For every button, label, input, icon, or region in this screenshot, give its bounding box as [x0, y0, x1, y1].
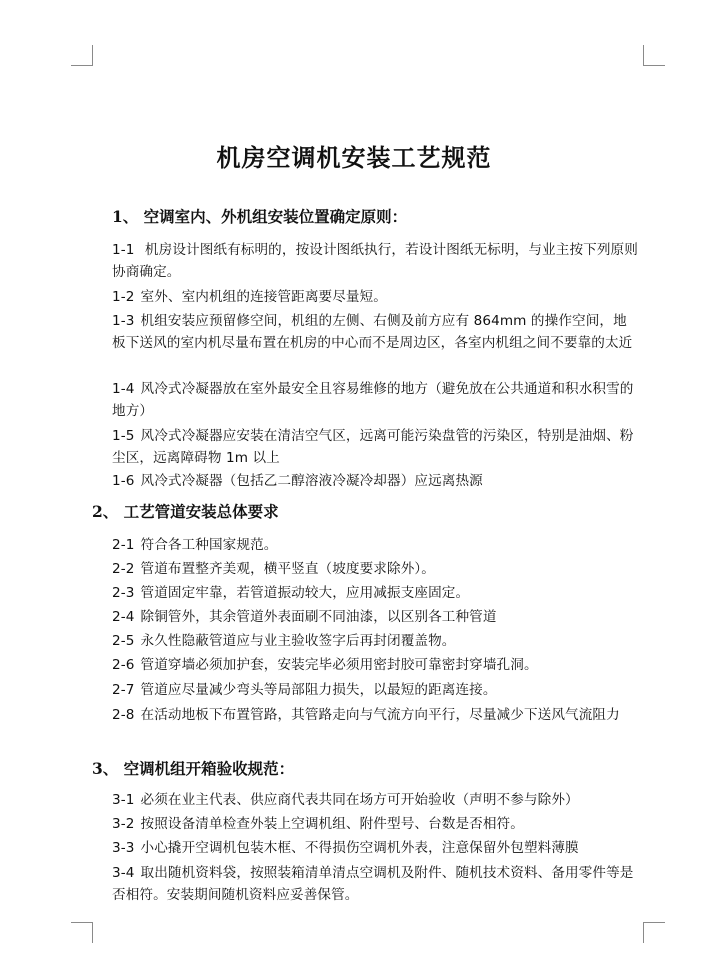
item-text: 风冷式冷凝器放在室外最安全且容易维修的地方（避免放在公共通道和积水积雪的地方） — [112, 381, 634, 419]
item-number: 2-2 — [112, 561, 135, 577]
item-text: 室外、室内机组的连接管距离要尽量短。 — [140, 289, 388, 305]
item-text: 管道布置整齐美观，横平竖直（坡度要求除外）。 — [140, 561, 435, 577]
list-item — [112, 704, 640, 726]
item-number: 2-7 — [112, 682, 135, 698]
item-text: 机房设计图纸有标明的，按设计图纸执行，若设计图纸无标明，与业主按下列原则协商确定。 — [112, 242, 638, 280]
item-number: 2-6 — [112, 657, 135, 673]
item-number: 2-3 — [112, 585, 135, 601]
list-item — [112, 470, 640, 492]
list-item — [112, 837, 640, 859]
item-number: 3-1 — [112, 792, 135, 808]
section-heading-1: 1、 空调室内、外机组安装位置确定原则： — [112, 207, 408, 226]
item-number: 1-2 — [112, 289, 135, 305]
list-item — [112, 679, 640, 701]
item-number: 1-1 — [112, 242, 135, 258]
item-text: 在活动地板下布置管路，其管路走向与气流方向平行，尽量减少下送风气流阻力 — [140, 707, 620, 723]
list-item — [112, 654, 640, 676]
crop-mark-bottom-right — [643, 922, 665, 943]
item-number: 2-8 — [112, 707, 135, 723]
item-text: 管道固定牢靠，若管道振动较大，应用减振支座固定。 — [140, 585, 470, 601]
item-text: 符合各工种国家规范。 — [140, 537, 278, 553]
item-number: 3-2 — [112, 816, 135, 832]
crop-mark-bottom-left — [71, 922, 93, 943]
list-item — [112, 558, 640, 580]
item-text: 风冷式冷凝器（包括乙二醇溶液冷凝冷却器）应远离热源 — [140, 473, 483, 489]
list-item — [112, 425, 640, 469]
document-title: 机房空调机安装工艺规范 — [216, 143, 492, 172]
list-item — [112, 286, 640, 308]
crop-mark-top-right — [643, 45, 665, 66]
list-item — [112, 582, 640, 604]
item-number: 2-1 — [112, 537, 135, 553]
list-item — [112, 534, 640, 556]
item-number: 1-5 — [112, 428, 135, 444]
item-text: 永久性隐蔽管道应与业主验收签字后再封闭覆盖物。 — [140, 633, 456, 649]
list-item — [112, 862, 640, 906]
list-item — [112, 813, 640, 835]
item-number: 1-6 — [112, 473, 135, 489]
section-heading-2: 2、 工艺管道安装总体要求 — [92, 502, 279, 521]
crop-mark-top-left — [71, 45, 93, 66]
item-text: 取出随机资料袋，按照装箱清单清点空调机及附件、随机技术资料、备用零件等是否相符。安装期间随机资料应妥善保管。 — [112, 865, 634, 903]
item-text: 按照设备清单检查外装上空调机组、附件型号、台数是否相符。 — [140, 816, 524, 832]
item-text: 除铜管外，其余管道外表面刷不同油漆，以区别各工种管道 — [140, 609, 497, 625]
item-number: 2-4 — [112, 609, 135, 625]
item-text: 风冷式冷凝器应安装在清洁空气区，远离可能污染盘管的污染区，特别是油烟、粉尘区，远离障碍物 1m 以上 — [112, 428, 634, 466]
list-item — [112, 606, 640, 628]
list-item — [112, 789, 640, 811]
item-number: 1-4 — [112, 381, 135, 397]
item-number: 2-5 — [112, 633, 135, 649]
item-text: 管道应尽量减少弯头等局部阻力损失，以最短的距离连接。 — [140, 682, 497, 698]
item-number: 1-3 — [112, 313, 135, 329]
list-item — [112, 378, 640, 422]
list-item — [112, 239, 640, 283]
list-item — [112, 630, 640, 652]
item-text: 管道穿墙必须加护套，安装完毕必须用密封胶可靠密封穿墙孔洞。 — [140, 657, 538, 673]
section-heading-3: 3、 空调机组开箱验收规范： — [92, 759, 295, 778]
item-text: 机组安装应预留修空间，机组的左侧、右侧及前方应有 864mm 的操作空间，地板下送风的室内机尽量布置在机房的中心而不是周边区，各室内机组之间不要靠的太近 — [112, 313, 633, 351]
list-item — [112, 310, 640, 354]
item-text: 小心撬开空调机包装木框、不得损伤空调机外表，注意保留外包塑料薄膜 — [140, 840, 579, 856]
item-number: 3-3 — [112, 840, 135, 856]
item-text: 必须在业主代表、供应商代表共同在场方可开始验收（声明不参与除外） — [140, 792, 579, 808]
item-number: 3-4 — [112, 865, 135, 881]
